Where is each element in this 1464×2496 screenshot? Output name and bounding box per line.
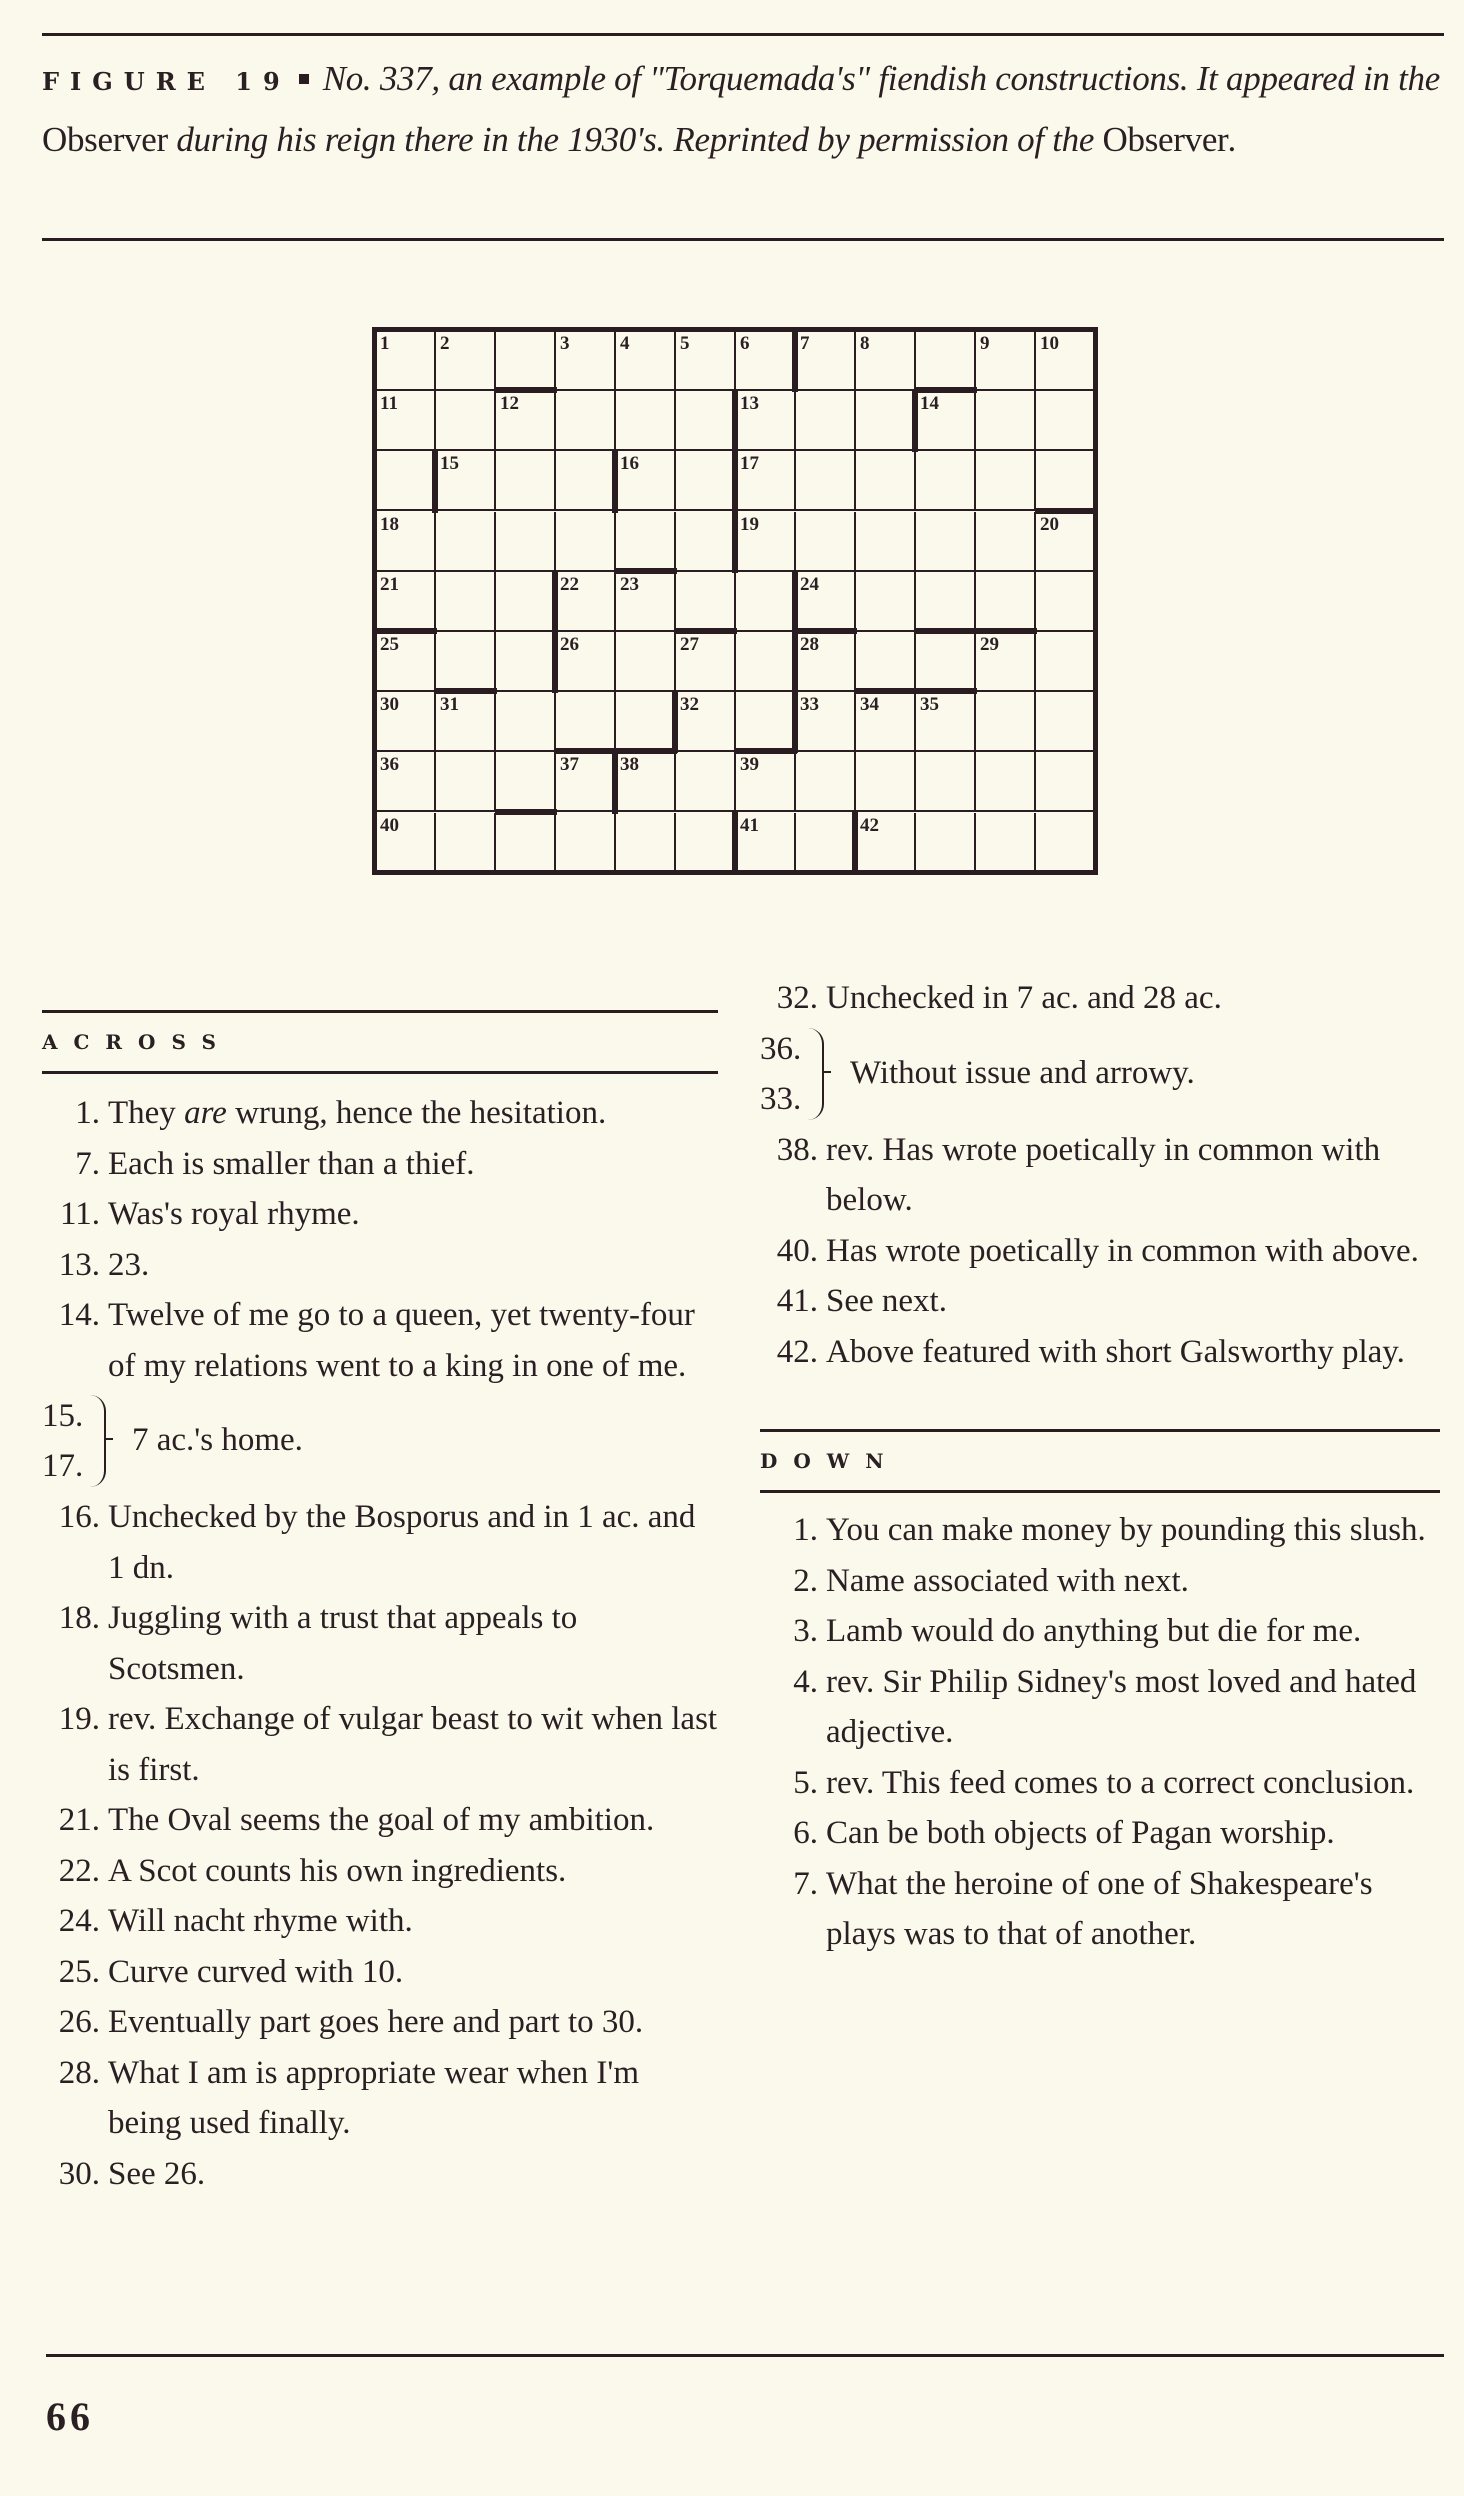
clue-number: 7.: [793, 1865, 818, 1902]
clue-number: 24.: [58, 1903, 100, 1939]
clue-pair: [760, 1024, 1440, 1125]
grid-cell[interactable]: [376, 572, 436, 632]
grid-bar-horizontal: [375, 628, 437, 634]
clue-number: 33.: [760, 1080, 802, 1117]
grid-bar-horizontal: [1035, 508, 1097, 514]
cell-number: 23: [620, 573, 639, 595]
grid-cell[interactable]: [676, 692, 736, 752]
cell-number: 38: [620, 754, 639, 776]
grid-cell[interactable]: [916, 331, 976, 391]
clue: [42, 1139, 718, 1190]
clue-number: 15.: [42, 1398, 84, 1434]
cell-number: 25: [380, 634, 399, 655]
grid-cell[interactable]: [376, 632, 436, 692]
grid-cell[interactable]: [556, 632, 616, 692]
clue-number: 11.: [59, 1196, 100, 1232]
grid-cell[interactable]: [976, 572, 1036, 632]
clue-text: The Oval seems the goal of my ambition.: [108, 1802, 655, 1838]
grid-bar-vertical: [912, 390, 918, 452]
clue-number: 32.: [776, 980, 818, 1016]
clue-text: rev. This feed comes to a correct conclusion.: [826, 1764, 1415, 1801]
cell-number: 20: [1040, 513, 1059, 535]
grid-cell[interactable]: [796, 813, 856, 873]
grid-cell[interactable]: [976, 512, 1036, 572]
cell-number: 4: [620, 333, 630, 354]
clue-number: 36.: [760, 1030, 802, 1067]
clue: [760, 1606, 1440, 1657]
grid-cell[interactable]: [856, 451, 916, 511]
clue-text: Can be both objects of Pagan worship.: [826, 1815, 1335, 1851]
grid-bar-horizontal: [975, 628, 1037, 634]
clue: [42, 1997, 718, 2048]
cell-number: 5: [680, 333, 690, 354]
cell-number: 14: [920, 393, 939, 415]
grid-cell[interactable]: [556, 752, 616, 812]
grid-cell[interactable]: [916, 752, 976, 812]
clue-number: 19.: [58, 1701, 100, 1737]
caption-end: .: [1228, 120, 1237, 159]
down-heading: DOWN: [760, 1449, 900, 1473]
across-column: [42, 1010, 718, 2199]
grid-bar-horizontal: [675, 628, 737, 634]
grid-cell[interactable]: [736, 752, 796, 812]
grid-cell[interactable]: [616, 692, 676, 752]
grid-cell[interactable]: [796, 572, 856, 632]
grid-cell[interactable]: [496, 391, 556, 451]
grid-cell[interactable]: [856, 752, 916, 812]
clue-number: 1.: [75, 1095, 100, 1131]
clue-text-pre: They: [108, 1095, 185, 1131]
grid-cell[interactable]: [616, 632, 676, 692]
grid-cell[interactable]: [916, 512, 976, 572]
clue-text: Eventually part goes here and part to 30.: [108, 2004, 644, 2040]
grid-cell[interactable]: [976, 752, 1036, 812]
grid-bar-horizontal: [915, 628, 977, 634]
clue: [42, 1896, 718, 1947]
clue: [42, 1088, 718, 1139]
grid-bar-vertical: [792, 631, 798, 693]
bottom-rule: [46, 2354, 1444, 2357]
clue-text: Name associated with next.: [826, 1562, 1189, 1599]
grid-cell[interactable]: [736, 331, 796, 391]
grid-cell[interactable]: [376, 692, 436, 752]
clue-text: Juggling with a trust that appeals to Scotsmen.: [108, 1600, 578, 1687]
caption-bottom-rule: [42, 238, 1444, 241]
grid-cell[interactable]: [856, 632, 916, 692]
cell-number: 39: [740, 754, 759, 776]
grid-cell[interactable]: [856, 391, 916, 451]
grid-cell[interactable]: [796, 451, 856, 511]
clue-number: 17.: [42, 1448, 84, 1484]
across-heading: ACROSS: [42, 1030, 232, 1054]
grid-cell[interactable]: [676, 813, 736, 873]
clue: [42, 1795, 718, 1846]
grid-bar-vertical: [792, 330, 798, 392]
grid-cell[interactable]: [616, 331, 676, 391]
cell-number: 29: [980, 634, 999, 655]
cell-number: 11: [380, 393, 398, 415]
cell-number: 42: [860, 814, 879, 836]
clue-number: 7.: [75, 1145, 100, 1182]
cell-number: 27: [680, 634, 699, 655]
grid-bar-horizontal: [495, 809, 557, 815]
grid-cell[interactable]: [676, 391, 736, 451]
clue-number: 21.: [58, 1802, 100, 1838]
cell-number: 31: [440, 694, 459, 716]
clue: [760, 1327, 1440, 1378]
clue: [42, 1947, 718, 1998]
clue-text: Has wrote poetically in common with above.: [826, 1232, 1419, 1269]
grid-cell[interactable]: [736, 451, 796, 511]
clue-pair: [42, 1391, 718, 1492]
grid-bar-horizontal: [915, 688, 977, 694]
clue-number: 40.: [776, 1232, 818, 1269]
grid-cell[interactable]: [976, 451, 1036, 511]
grid-cell[interactable]: [616, 752, 676, 812]
grid-cell[interactable]: [616, 572, 676, 632]
grid-bar-vertical: [732, 812, 738, 874]
grid-cell[interactable]: [676, 331, 736, 391]
grid-cell[interactable]: [376, 512, 436, 572]
clue-number: 25.: [58, 1953, 100, 1990]
grid-cell[interactable]: [856, 331, 916, 391]
clue-number: 5.: [793, 1764, 818, 1801]
clue: [42, 1189, 718, 1240]
cell-number: 32: [680, 694, 699, 716]
across-bottom-rule: [42, 1071, 718, 1074]
grid-cell[interactable]: [556, 813, 616, 873]
clue-number: 14.: [58, 1297, 100, 1333]
grid-cell[interactable]: [1036, 692, 1096, 752]
grid-cell[interactable]: [736, 692, 796, 752]
cell-number: 16: [620, 453, 639, 475]
caption-observer-1: Observer: [42, 120, 168, 159]
grid-cell[interactable]: [556, 451, 616, 511]
grid-cell[interactable]: [796, 632, 856, 692]
clue-number: 4.: [793, 1663, 818, 1700]
cell-number: 36: [380, 754, 399, 776]
cell-number: 1: [380, 333, 390, 354]
cell-number: 33: [800, 694, 819, 716]
clue-text: You can make money by pounding this slush.: [826, 1512, 1426, 1548]
cell-number: 10: [1040, 333, 1059, 354]
grid-cell[interactable]: [436, 572, 496, 632]
clue-text: Curve curved with 10.: [108, 1953, 404, 1990]
grid-bar-horizontal: [915, 387, 977, 393]
grid-cell[interactable]: [796, 752, 856, 812]
grid-cell[interactable]: [556, 512, 616, 572]
grid-bar-vertical: [732, 390, 738, 452]
clue: [760, 1505, 1440, 1556]
clue-text: Above featured with short Galsworthy play.: [826, 1333, 1405, 1370]
grid-cell[interactable]: [1036, 512, 1096, 572]
grid-cell[interactable]: [916, 391, 976, 451]
grid-cell[interactable]: [736, 813, 796, 873]
cell-number: 8: [860, 333, 870, 354]
figure-caption: [42, 50, 1442, 169]
clue-text: Without issue and arrowy.: [850, 1054, 1195, 1091]
grid-cell[interactable]: [1036, 632, 1096, 692]
grid-cell[interactable]: [976, 692, 1036, 752]
clue: [42, 1593, 718, 1694]
grid-bar-horizontal: [795, 628, 857, 634]
clue-text: Unchecked by the Bosporus and in 1 ac. and 1 dn.: [108, 1499, 696, 1586]
grid-cell[interactable]: [976, 813, 1036, 873]
cell-number: 3: [560, 333, 570, 354]
clue-text: See next.: [826, 1283, 947, 1319]
grid-cell[interactable]: [436, 391, 496, 451]
grid-cell[interactable]: [1036, 451, 1096, 511]
grid-cell[interactable]: [736, 572, 796, 632]
down-bottom-rule: [760, 1490, 1440, 1493]
clue: [760, 973, 1440, 1024]
grid-cell[interactable]: [676, 752, 736, 812]
grid-cell[interactable]: [436, 451, 496, 511]
clue-text: rev. Exchange of vulgar beast to wit when last is first.: [108, 1701, 718, 1788]
clue-text: rev. Has wrote poetically in common with below.: [826, 1131, 1381, 1218]
clue-text: Lamb would do anything but die for me.: [826, 1613, 1362, 1649]
grid-bar-horizontal: [435, 688, 497, 694]
cell-number: 19: [740, 513, 759, 535]
grid-cell[interactable]: [676, 451, 736, 511]
clue-number: 41.: [776, 1283, 818, 1319]
cell-number: 28: [800, 634, 819, 655]
clue-number: 1.: [793, 1512, 818, 1548]
grid-cell[interactable]: [916, 451, 976, 511]
cell-number: 41: [740, 814, 759, 836]
grid-cell[interactable]: [556, 572, 616, 632]
grid-cell[interactable]: [436, 692, 496, 752]
grid-cell[interactable]: [916, 813, 976, 873]
cell-number: 21: [380, 573, 399, 595]
clue: [760, 1758, 1440, 1809]
cell-number: 7: [800, 333, 810, 354]
cell-number: 40: [380, 814, 399, 836]
grid-bar-vertical: [792, 691, 798, 753]
grid-cell[interactable]: [616, 451, 676, 511]
grid-cell[interactable]: [796, 512, 856, 572]
clue: [42, 1694, 718, 1795]
clue-text: Will nacht rhyme with.: [108, 1903, 413, 1939]
cell-number: 12: [500, 393, 519, 415]
grid-bar-vertical: [612, 751, 618, 813]
cell-number: 13: [740, 393, 759, 415]
cell-number: 35: [920, 694, 939, 716]
clue-text: A Scot counts his own ingredients.: [108, 1852, 567, 1889]
grid-bar-horizontal: [495, 387, 557, 393]
cell-number: 2: [440, 333, 450, 354]
grid-cell[interactable]: [496, 572, 556, 632]
grid-cell[interactable]: [376, 813, 436, 873]
clue-text-emphasis: are: [184, 1095, 227, 1131]
clue: [42, 1846, 718, 1897]
clue-text: Each is smaller than a thief.: [108, 1145, 475, 1182]
grid-bar-horizontal: [735, 748, 797, 754]
clue-number: 2.: [793, 1562, 818, 1599]
grid-cell[interactable]: [1036, 752, 1096, 812]
clue-text: 7 ac.'s home.: [132, 1422, 303, 1458]
clue: [42, 1290, 718, 1391]
grid-cell[interactable]: [376, 331, 436, 391]
clue: [42, 2048, 718, 2149]
grid-cell[interactable]: [616, 512, 676, 572]
grid-cell[interactable]: [1036, 391, 1096, 451]
grid-cell[interactable]: [916, 692, 976, 752]
grid-cell[interactable]: [436, 752, 496, 812]
cell-number: 17: [740, 453, 759, 475]
grid-cell[interactable]: [496, 692, 556, 752]
clue-number: 16.: [58, 1499, 100, 1535]
grid-bar-horizontal: [615, 568, 677, 574]
clue: [760, 1226, 1440, 1277]
grid-bar-vertical: [552, 571, 558, 633]
grid-cell[interactable]: [496, 752, 556, 812]
grid-bar-horizontal: [855, 688, 917, 694]
grid-cell[interactable]: [976, 391, 1036, 451]
grid-cell[interactable]: [1036, 572, 1096, 632]
grid-cell[interactable]: [676, 632, 736, 692]
clue-number: 42.: [776, 1333, 818, 1370]
grid-bar-horizontal: [615, 748, 677, 754]
grid-cell[interactable]: [856, 572, 916, 632]
grid-cell[interactable]: [376, 391, 436, 451]
caption-text-2: during his reign there in the 1930's. Reprinted by permission of the: [176, 120, 1095, 159]
grid-bar-horizontal: [555, 748, 617, 754]
clue-number: 6.: [793, 1815, 818, 1851]
grid-cell[interactable]: [436, 512, 496, 572]
grid-cell[interactable]: [676, 512, 736, 572]
grid-cell[interactable]: [796, 692, 856, 752]
clue-text: See 26.: [108, 2155, 206, 2192]
clue-text: rev. Sir Philip Sidney's most loved and hated adjective.: [826, 1663, 1417, 1750]
grid-cell[interactable]: [916, 572, 976, 632]
clue-number: 30.: [58, 2155, 100, 2192]
grid-cell[interactable]: [556, 391, 616, 451]
grid-bar-vertical: [432, 450, 438, 512]
clue: [42, 2149, 718, 2200]
cell-number: 22: [560, 573, 579, 595]
grid-cell[interactable]: [976, 331, 1036, 391]
clue-number: 18.: [58, 1600, 100, 1636]
grid-cell[interactable]: [496, 331, 556, 391]
grid-cell[interactable]: [376, 451, 436, 511]
clue-text: Unchecked in 7 ac. and 28 ac.: [826, 980, 1222, 1016]
clue-number: 13.: [58, 1246, 100, 1283]
clue: [760, 1808, 1440, 1859]
across-clue-list: [42, 1088, 718, 2199]
clue-number: 38.: [776, 1131, 818, 1168]
brace-icon: [90, 1395, 106, 1487]
grid-cell[interactable]: [976, 632, 1036, 692]
cell-number: 34: [860, 694, 879, 716]
grid-cell[interactable]: [1036, 331, 1096, 391]
grid-cell[interactable]: [916, 632, 976, 692]
grid-cell[interactable]: [736, 391, 796, 451]
grid-cell[interactable]: [736, 632, 796, 692]
clue: [760, 1657, 1440, 1758]
clue-text: 23.: [108, 1246, 150, 1283]
clue-number: 22.: [58, 1852, 100, 1889]
crossword-grid: [376, 331, 1096, 873]
grid-cell[interactable]: [556, 692, 616, 752]
grid-cell[interactable]: [856, 512, 916, 572]
right-column: [760, 973, 1440, 1960]
clue: [760, 1125, 1440, 1226]
clue-number: 3.: [793, 1613, 818, 1649]
grid-cell[interactable]: [796, 331, 856, 391]
cell-number: 9: [980, 333, 990, 354]
clue-number: 28.: [58, 2054, 100, 2091]
grid-cell[interactable]: [736, 512, 796, 572]
cell-number: 26: [560, 634, 579, 655]
grid-cell[interactable]: [496, 451, 556, 511]
grid-bar-vertical: [792, 571, 798, 633]
grid-cell[interactable]: [856, 813, 916, 873]
grid-cell[interactable]: [496, 813, 556, 873]
top-rule: [42, 33, 1444, 36]
grid-cell[interactable]: [676, 572, 736, 632]
grid-cell[interactable]: [436, 632, 496, 692]
grid-bar-vertical: [732, 450, 738, 512]
grid-cell[interactable]: [496, 512, 556, 572]
grid-cell[interactable]: [436, 813, 496, 873]
grid-cell[interactable]: [1036, 813, 1096, 873]
grid-cell[interactable]: [436, 331, 496, 391]
figure-label: FIGURE 19: [42, 67, 291, 96]
across-clue-list-continued: [760, 973, 1440, 1377]
grid-cell[interactable]: [796, 391, 856, 451]
grid-cell[interactable]: [856, 692, 916, 752]
clue: [760, 1556, 1440, 1607]
grid-cell[interactable]: [616, 813, 676, 873]
bullet-square-icon: [299, 74, 309, 84]
clue: [760, 1859, 1440, 1960]
grid-cell[interactable]: [376, 752, 436, 812]
clue: [42, 1240, 718, 1291]
grid-cell[interactable]: [616, 391, 676, 451]
clue: [760, 1276, 1440, 1327]
cell-number: 6: [740, 333, 750, 354]
down-clue-list: [760, 1505, 1440, 1960]
clue-text-post: wrung, hence the hesitation.: [226, 1095, 607, 1131]
clue-text: What the heroine of one of Shakespeare's plays was to that of another.: [826, 1865, 1373, 1952]
brace-icon: [808, 1028, 824, 1120]
cell-number: 30: [380, 694, 399, 716]
grid-bar-vertical: [852, 812, 858, 874]
clue-text: Twelve of me go to a queen, yet twenty-four of my relations went to a king in one of me.: [108, 1297, 695, 1384]
caption-text-1: No. 337, an example of "Torquemada's" fiendish constructions. It appeared in the: [322, 59, 1440, 98]
grid-bar-vertical: [552, 631, 558, 693]
clue-text: What I am is appropriate wear when I'm being used finally.: [108, 2054, 639, 2141]
clue-number: 26.: [58, 2004, 100, 2040]
grid-cell[interactable]: [556, 331, 616, 391]
grid-cell[interactable]: [496, 632, 556, 692]
cell-number: 24: [800, 573, 819, 595]
clue-text: Was's royal rhyme.: [108, 1196, 360, 1232]
grid-bar-vertical: [612, 450, 618, 512]
grid-bar-vertical: [732, 511, 738, 573]
clue: [42, 1492, 718, 1593]
cell-number: 18: [380, 513, 399, 535]
grid-bar-vertical: [672, 691, 678, 753]
caption-observer-2: Observer: [1102, 120, 1229, 159]
page-number: 66: [46, 2394, 94, 2439]
cell-number: 37: [560, 754, 579, 776]
cell-number: 15: [440, 453, 459, 475]
